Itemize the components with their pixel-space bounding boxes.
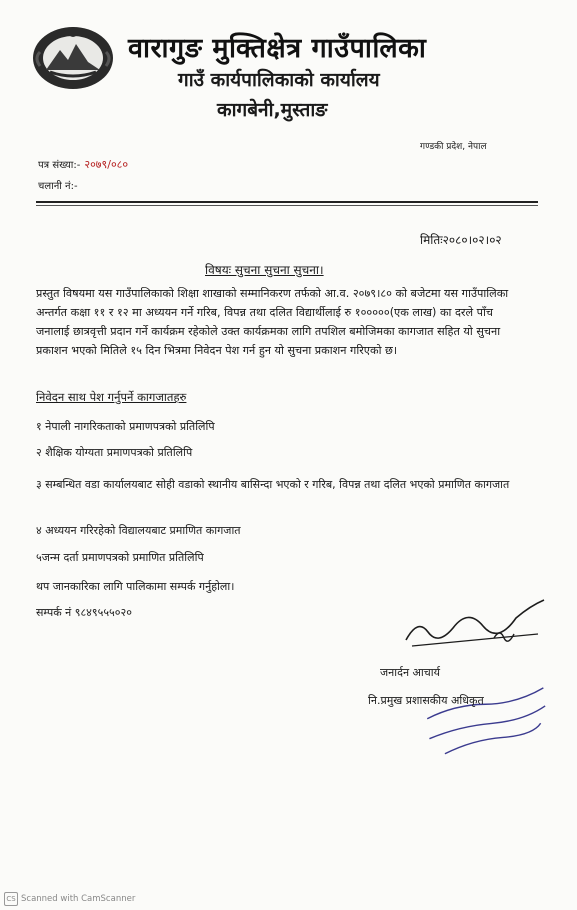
office-location: कागबेनी,मुस्ताङ xyxy=(217,99,328,121)
document-item: ५जन्म दर्ता प्रमाणपत्रको प्रमाणित प्रतिलिपि xyxy=(36,551,204,564)
document-item: ३ सम्बन्धित वडा कार्यालयबाट सोही वडाको स्थानीय बासिन्दा भएको र गरिब, विपन्न तथा दलित भएको प्रमाणित कागजात xyxy=(36,478,510,491)
scanner-watermark xyxy=(4,892,135,906)
document-item: २ शैक्षिक योग्यता प्रमाणपत्रको प्रतिलिपि xyxy=(36,446,193,459)
letter-number-value: २०७९/०८० xyxy=(84,158,129,171)
signatory-name: जनार्दन आचार्य xyxy=(380,666,441,679)
signatory-title: नि.प्रमुख प्रशासकीय अधिकृत xyxy=(368,694,484,707)
notice-body: प्रस्तुत विषयमा यस गाउँपालिकाको शिक्षा शाखाको सम्मानिकरण तर्फको आ.व. २०७९।८० को बजेटमा यस गाउँपालिका अन्तर्गत कक्षा ११ र १२ मा अध्ययन गर्ने गरिब, विपन्न तथा दलित विद्यार्थीलाई रु १०००००(एक लाख) का दरले पाँच जनालाई छात्रवृत्ती प्रदान गर्ने कार्यक्रम रहेकोले उक्त कार्यक्रमका लागि तपशिल बमोजिमका कागजात सहित यो सुचना प्रकाशन भएको मितिले १५ दिन भित्रमा निवेदन पेश गर्न हुन यो सुचना प्रकाशन गरिएको छ। xyxy=(36,287,509,357)
municipality-name: वारागुङ मुक्तिक्षेत्र गाउँपालिका xyxy=(128,33,427,64)
nepal-emblem-logo xyxy=(30,22,116,92)
dispatch-number-label: चलानी नं:- xyxy=(38,181,78,192)
header-divider xyxy=(36,201,538,203)
office-name: गाउँ कार्यपालिकाको कार्यालय xyxy=(178,69,380,91)
letter-number-label: पत्र संख्या:- xyxy=(38,160,81,171)
province-label: गण्डकी प्रदेश, नेपाल xyxy=(420,142,487,152)
header-divider-thin xyxy=(36,205,538,206)
camscanner-icon: CS xyxy=(4,892,18,906)
document-item: १ नेपाली नागरिकताको प्रमाणपत्रको प्रतिलिपि xyxy=(36,420,215,433)
scanner-watermark-text: Scanned with CamScanner xyxy=(21,894,136,904)
letter-subject: विषयः सुचना सुचना सुचना। xyxy=(205,263,324,277)
more-info-text: थप जानकारिका लागि पालिकामा सम्पर्क गर्नुहोला। xyxy=(36,580,235,593)
letter-number xyxy=(38,157,128,172)
letter-date: मितिः२०८०।०२।०२ xyxy=(420,233,502,247)
official-stamp xyxy=(418,676,558,756)
document-item: ४ अध्ययन गरिरहेको विद्यालयबाट प्रमाणित कागजात xyxy=(36,524,241,537)
documents-heading: निवेदन साथ पेश गर्नुपर्ने कागजातहरु xyxy=(36,390,187,404)
handwritten-signature xyxy=(398,588,548,650)
contact-number: सम्पर्क नं ९८४९५५५०२० xyxy=(36,606,132,619)
